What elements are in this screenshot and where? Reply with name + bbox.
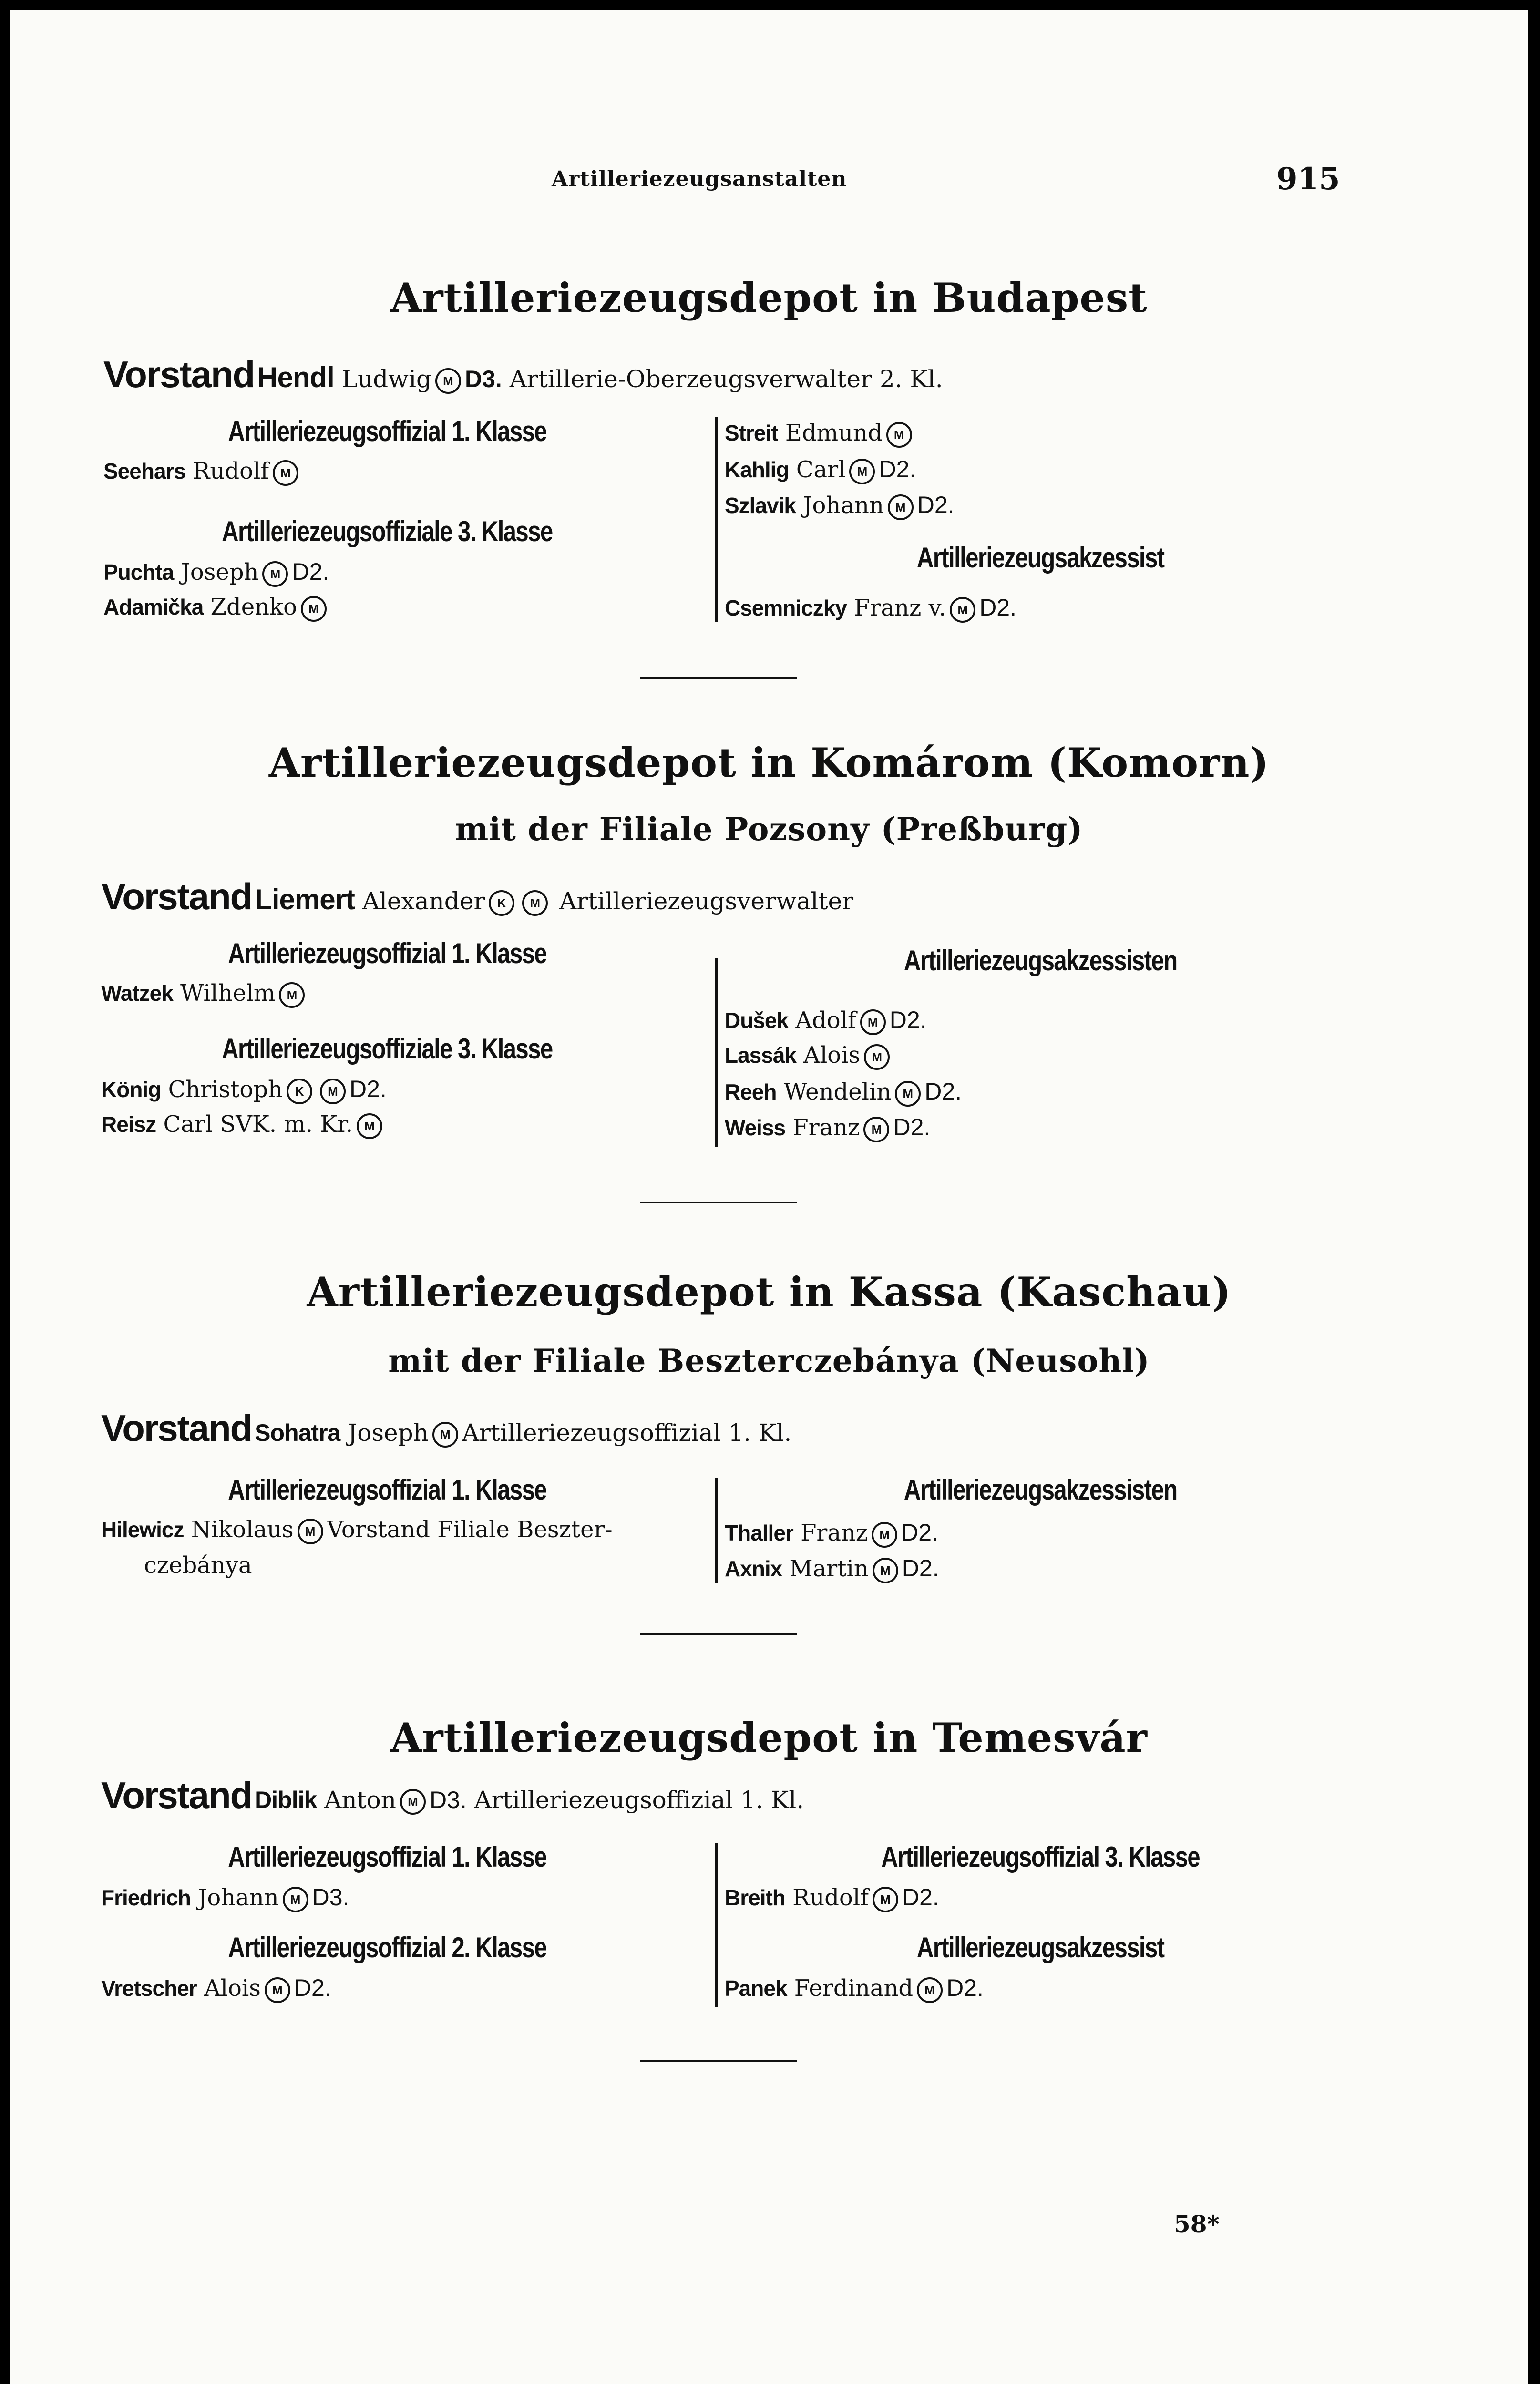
medal-m-icon: M bbox=[864, 1044, 890, 1070]
signature-mark: 58* bbox=[1174, 2210, 1220, 2238]
section-separator bbox=[640, 1202, 797, 1203]
medal-k-icon: K bbox=[489, 890, 514, 916]
temesvar-left-head1: Artilleriezeugsoffizial 1. Klasse bbox=[228, 1841, 546, 1873]
list-item: Axnix Martin M D2. bbox=[725, 1554, 939, 1583]
page-number: 915 bbox=[1276, 161, 1340, 197]
list-item: Lassák Alois M bbox=[725, 1042, 893, 1070]
medal-m-icon: M bbox=[357, 1113, 382, 1139]
list-item: Friedrich Johann M D3. bbox=[101, 1883, 349, 1912]
kassa-right-head: Artilleriezeugsakzessisten bbox=[903, 1474, 1177, 1506]
medal-m-icon: M bbox=[849, 459, 875, 484]
vorstand-name: Hendl bbox=[257, 361, 334, 393]
medal-m-icon: M bbox=[886, 422, 912, 448]
column-divider bbox=[715, 1478, 718, 1583]
list-item: Dušek Adolf M D2. bbox=[725, 1006, 927, 1035]
kassa-vorstand-line: Vorstand Sohatra Joseph M Artilleriezeugsoffizial 1. Kl. bbox=[101, 1407, 792, 1449]
list-item: Panek Ferdinand M D2. bbox=[725, 1974, 984, 2003]
list-item: Szlavik Johann M D2. bbox=[725, 491, 955, 520]
medal-m-icon: M bbox=[917, 1977, 943, 2003]
column-divider bbox=[715, 958, 718, 1147]
list-item: Puchta Joseph M D2. bbox=[103, 558, 329, 587]
list-item: Vretscher Alois M D2. bbox=[101, 1974, 331, 2003]
budapest-left-head1: Artilleriezeugsoffizial 1. Klasse bbox=[228, 415, 546, 447]
medal-k-icon: K bbox=[287, 1079, 312, 1104]
medal-m-icon: M bbox=[283, 1887, 308, 1912]
temesvar-vorstand-line: Vorstand Diblik Anton M D3. Artilleriezeugsoffizial 1. Kl. bbox=[101, 1774, 804, 1816]
budapest-vorstand-line bbox=[103, 353, 943, 396]
column-divider bbox=[715, 417, 718, 622]
medal-m-icon: M bbox=[522, 890, 548, 916]
budapest-left-head2: Artilleriezeugsoffiziale 3. Klasse bbox=[222, 515, 553, 547]
list-item-continuation: czebánya bbox=[144, 1552, 252, 1579]
list-item: Seehars Rudolf M bbox=[103, 458, 302, 486]
medal-m-icon: M bbox=[320, 1079, 346, 1104]
list-item: Weiss Franz M D2. bbox=[725, 1113, 930, 1142]
medal-m-icon: M bbox=[873, 1558, 898, 1583]
vorstand-grade: D3. bbox=[464, 366, 502, 392]
section-separator bbox=[640, 677, 797, 679]
running-title: Artilleriezeugsanstalten bbox=[552, 167, 847, 191]
list-item: Breith Rudolf M D2. bbox=[725, 1883, 939, 1912]
komarom-right-head: Artilleriezeugsakzessisten bbox=[903, 945, 1177, 976]
temesvar-title: Artilleriezeugsdepot in Temesvár bbox=[390, 1714, 1148, 1761]
vorstand-label: Vorstand bbox=[103, 353, 255, 395]
list-item: Reeh Wendelin M D2. bbox=[725, 1078, 962, 1107]
medal-m-icon: M bbox=[860, 1009, 886, 1035]
vorstand-first: Ludwig bbox=[341, 365, 431, 393]
medal-m-icon: M bbox=[273, 460, 298, 486]
medal-m-icon: M bbox=[432, 1422, 458, 1448]
kassa-subtitle: mit der Filiale Beszterczebánya (Neusohl) bbox=[388, 1342, 1150, 1379]
list-item: Hilewicz Nikolaus M Vorstand Filiale Beszter- bbox=[101, 1516, 613, 1544]
komarom-title: Artilleriezeugsdepot in Komárom (Komorn) bbox=[268, 739, 1270, 786]
kassa-title: Artilleriezeugsdepot in Kassa (Kaschau) bbox=[307, 1268, 1232, 1315]
budapest-right-head: Artilleriezeugsakzessist bbox=[916, 542, 1164, 574]
medal-m-icon: M bbox=[895, 1081, 921, 1107]
medal-m-icon: M bbox=[950, 597, 975, 623]
column-divider bbox=[715, 1843, 718, 2007]
medal-m-icon: M bbox=[298, 1519, 323, 1544]
komarom-vorstand-line: Vorstand Liemert Alexander K M Artilleriezeugsverwalter bbox=[101, 875, 854, 917]
komarom-subtitle: mit der Filiale Pozsony (Preßburg) bbox=[455, 811, 1083, 848]
kassa-left-head: Artilleriezeugsoffizial 1. Klasse bbox=[228, 1474, 546, 1506]
section-separator bbox=[640, 1633, 797, 1635]
list-item: Kahlig Carl M D2. bbox=[725, 455, 916, 484]
medal-m-icon: M bbox=[279, 982, 305, 1008]
document-sheet bbox=[10, 10, 1528, 2384]
medal-m-icon: M bbox=[863, 1117, 889, 1142]
list-item: Watzek Wilhelm M bbox=[101, 980, 308, 1008]
list-item: Streit Edmund M bbox=[725, 420, 916, 448]
section-separator bbox=[640, 2060, 797, 2062]
list-item: Reisz Carl SVK. m. Kr. M bbox=[101, 1111, 386, 1139]
list-item: Thaller Franz M D2. bbox=[725, 1519, 938, 1548]
medal-m-icon: M bbox=[301, 596, 327, 622]
medal-m-icon: M bbox=[872, 1522, 897, 1548]
medal-m-icon: M bbox=[262, 561, 288, 587]
list-item: Csemniczky Franz v. M D2. bbox=[725, 594, 1016, 623]
list-item: König Christoph K M D2. bbox=[101, 1075, 387, 1104]
vorstand-rank: Artillerie-Oberzeugsverwalter 2. Kl. bbox=[509, 365, 943, 393]
medal-m-icon: M bbox=[400, 1789, 426, 1815]
komarom-left-head2: Artilleriezeugsoffiziale 3. Klasse bbox=[222, 1033, 553, 1065]
medal-m-icon: M bbox=[888, 494, 914, 520]
medal-m-icon: M bbox=[265, 1977, 290, 2003]
temesvar-right-head1: Artilleriezeugsoffizial 3. Klasse bbox=[881, 1841, 1200, 1873]
komarom-left-head1: Artilleriezeugsoffizial 1. Klasse bbox=[228, 937, 546, 969]
list-item: Adamička Zdenko M bbox=[103, 594, 330, 622]
temesvar-right-head2: Artilleriezeugsakzessist bbox=[916, 1932, 1164, 1963]
medal-m-icon: M bbox=[873, 1887, 898, 1912]
medal-m-icon: M bbox=[435, 368, 461, 394]
budapest-title: Artilleriezeugsdepot in Budapest bbox=[390, 274, 1148, 321]
temesvar-left-head2: Artilleriezeugsoffizial 2. Klasse bbox=[228, 1932, 546, 1963]
